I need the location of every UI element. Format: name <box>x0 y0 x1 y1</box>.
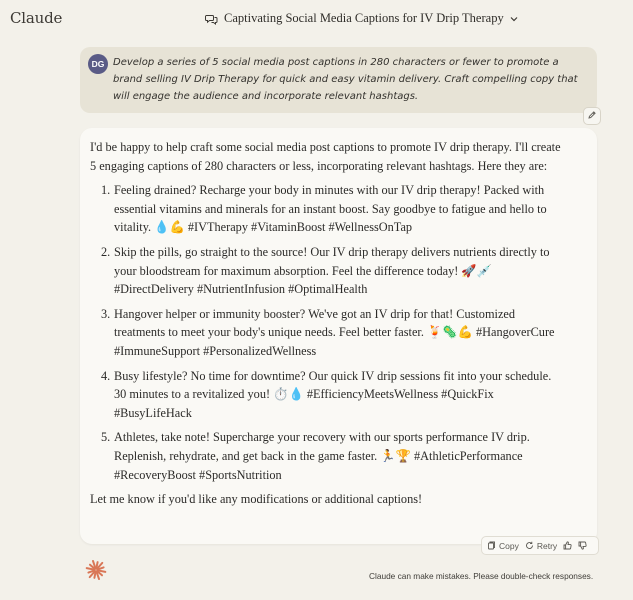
list-item <box>101 428 562 484</box>
list-item-number: 4. <box>101 368 111 383</box>
message-action-bar <box>481 536 599 555</box>
retry-icon <box>525 541 534 550</box>
list-item <box>101 367 562 423</box>
edit-message-button[interactable] <box>583 107 601 125</box>
list-item-text: Busy lifestyle? No time for downtime? Our quick IV drip sessions fit into your schedule. 30 minutes to a revitalized you! ⏱️💧 #EfficiencyMeetsWellness #QuickFix #BusyLifeHack <box>114 368 552 420</box>
assistant-message-card <box>80 128 597 544</box>
assistant-intro: I'd be happy to help craft some social media post captions to promote IV drip therapy. I'll create 5 engaging captions of 280 characters or less, incorporating relevant hashtags. Here they are: <box>90 140 561 173</box>
list-item-number: 2. <box>101 244 111 259</box>
chevron-down-icon[interactable] <box>510 16 518 22</box>
list-item-text: Feeling drained? Recharge your body in minutes with our IV drip therapy! Packed with essential vitamins and minerals for an instant boost. Say goodbye to fatigue and hello to vitality. 💧💪 #IVTherapy #VitaminBoost #WellnessOnTap <box>114 183 547 235</box>
user-message-card <box>80 47 597 113</box>
claude-sunburst-icon <box>85 559 107 581</box>
list-item-text: Hangover helper or immunity booster? We've got an IV drip for that! Customized treatments to meet your body's unique needs. Feel better faster. 🍹🦠💪 #HangoverCure #ImmuneSupport #PersonalizedWellness <box>114 306 555 358</box>
app-brand[interactable]: Claude <box>10 9 63 27</box>
list-item <box>101 305 562 361</box>
copy-button[interactable] <box>487 541 519 551</box>
copy-label: Copy <box>499 540 519 551</box>
avatar: DG <box>88 54 108 74</box>
disclaimer-text: Claude can make mistakes. Please double-check responses. <box>369 571 594 581</box>
user-message-text: Develop a series of 5 social media post captions in 280 characters or fewer to promote a brand selling IV Drip Therapy for quick and easy vitamin delivery. Craft compelling copy that will engage the audience and incorporate relevant hashtags. <box>113 57 578 102</box>
copy-icon <box>487 541 496 550</box>
retry-label: Retry <box>536 540 558 551</box>
chat-title: Captivating Social Media Captions for IV Drip Therapy <box>224 11 504 25</box>
list-item <box>101 181 562 237</box>
thumbs-up-icon <box>563 541 572 550</box>
list-item-number: 3. <box>101 306 111 321</box>
list-item-number: 5. <box>101 430 111 445</box>
pencil-icon <box>587 107 597 125</box>
assistant-outro: Let me know if you'd like any modifications or additional captions! <box>90 492 423 507</box>
retry-button[interactable] <box>525 541 557 551</box>
list-item-text: Athletes, take note! Supercharge your recovery with our sports performance IV drip. Replenish, rehydrate, and get back in the game faster. 🏃🏆 #AthleticPerformance #RecoveryBoost #SportsNutrition <box>114 430 530 482</box>
thumbs-up-button[interactable] <box>563 541 572 550</box>
thumbs-down-icon <box>578 541 587 550</box>
caption-list <box>90 181 562 484</box>
assistant-message-body <box>90 138 562 515</box>
list-item-number: 1. <box>101 183 111 198</box>
chat-title-button[interactable] <box>205 11 518 26</box>
list-item-text: Skip the pills, go straight to the source! Our IV drip therapy delivers nutrients directly to your bloodstream for maximum absorption. Feel the difference today! 🚀💉 #DirectDelivery #NutrientInfusion #OptimalHealth <box>114 244 550 297</box>
list-item <box>101 243 562 299</box>
thumbs-down-button[interactable] <box>578 541 587 550</box>
chat-bubbles-icon <box>205 13 218 25</box>
